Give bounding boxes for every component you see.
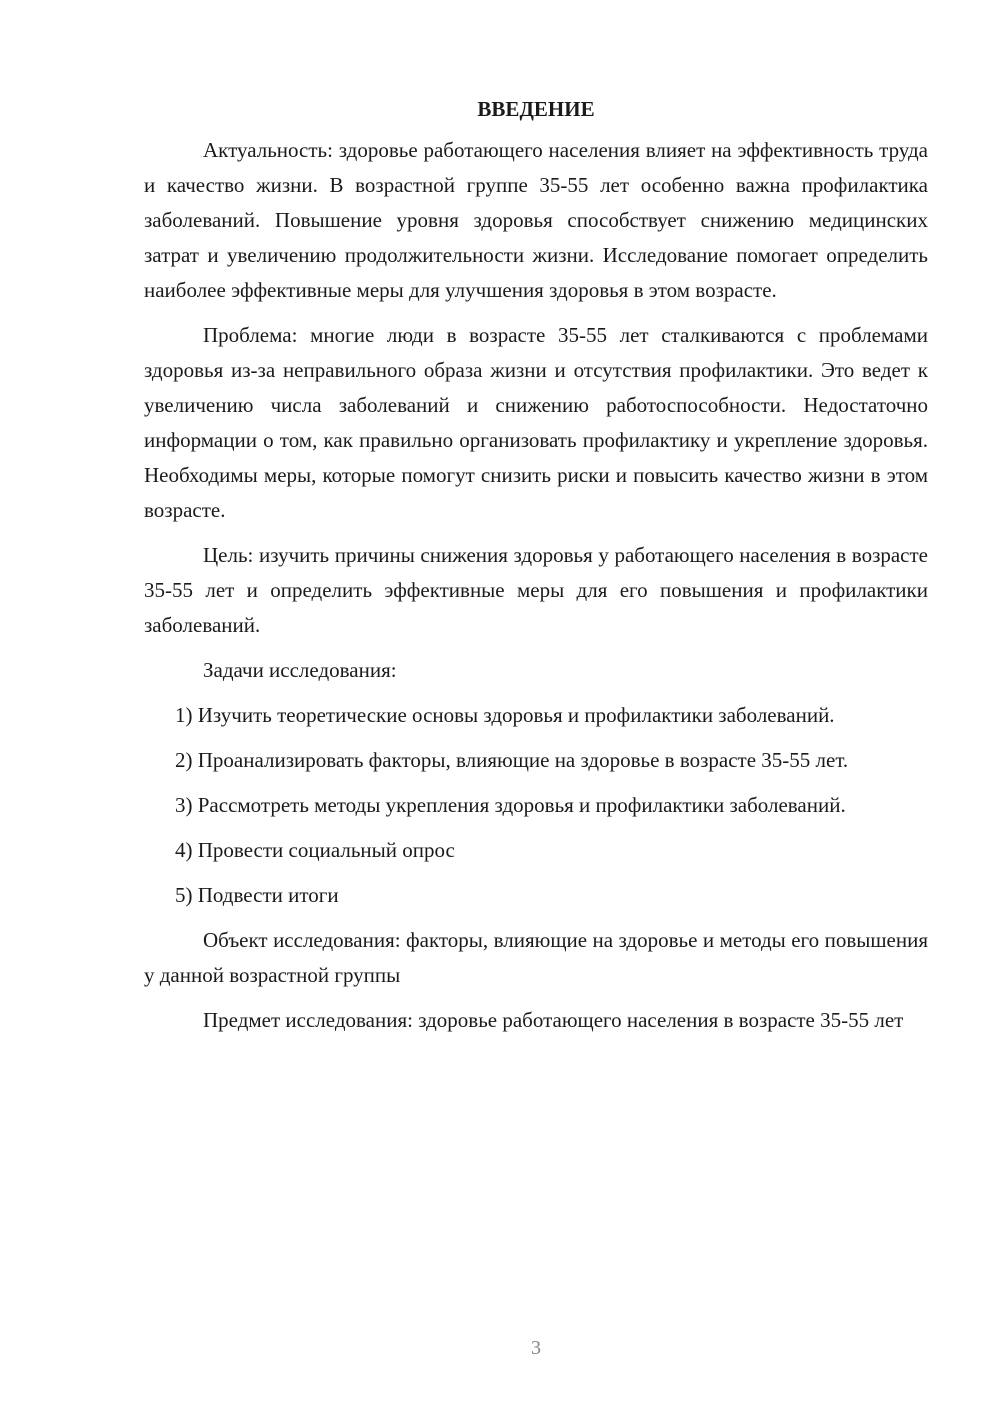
paragraph-relevance: Актуальность: здоровье работающего населения влияет на эффективность труда и качество жизни. В возрастной группе 35-55 лет особенно важна профилактика заболеваний. Повышение уровня здоровья способствует снижению медицинских затрат и увеличению продолжительности жизни. Исследование помогает определить наиболее эффективные меры для улучшения здоровья в этом возрасте. — [144, 138, 928, 302]
paragraph-subject: Предмет исследования: здоровье работающего населения в возрасте 35-55 лет — [203, 1008, 904, 1032]
list-item: 5) Подвести итоги — [175, 883, 339, 907]
paragraph-problem: Проблема: многие люди в возрасте 35-55 лет сталкиваются с проблемами здоровья из-за неправильного образа жизни и отсутствия профилактики. Это ведет к увеличению числа заболеваний и снижению работоспособности. Недостаточно информации о том, как правильно организовать профилактику и укрепление здоровья. Необходимы меры, которые помогут снизить риски и повысить качество жизни в этом возрасте. — [144, 323, 928, 522]
page-title: ВВЕДЕНИЕ — [477, 97, 595, 121]
list-item: 2) Проанализировать факторы, влияющие на здоровье в возрасте 35-55 лет. — [175, 748, 849, 772]
page-number: 3 — [531, 1337, 541, 1359]
list-item: 4) Провести социальный опрос — [175, 838, 455, 862]
list-item: 1) Изучить теоретические основы здоровья и профилактики заболеваний. — [175, 703, 835, 727]
paragraph-object: Объект исследования: факторы, влияющие на здоровье и методы его повышения у данной возрастной группы — [144, 928, 928, 987]
list-item: 3) Рассмотреть методы укрепления здоровья и профилактики заболеваний. — [175, 793, 846, 817]
paragraph-tasks-heading: Задачи исследования: — [203, 658, 397, 682]
paragraph-goal: Цель: изучить причины снижения здоровья у работающего населения в возрасте 35-55 лет и определить эффективные меры для его повышения и профилактики заболеваний. — [144, 543, 928, 637]
document-page — [144, 92, 928, 1038]
